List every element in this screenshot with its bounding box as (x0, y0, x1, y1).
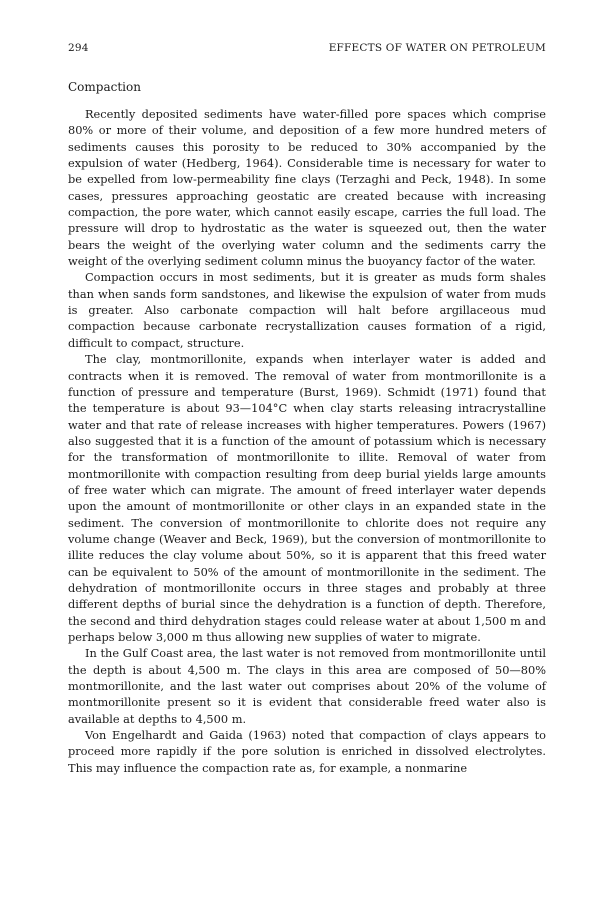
running-title: EFFECTS OF WATER ON PETROLEUM (328, 42, 546, 54)
paragraph-2: Compaction occurs in most sediments, but it is greater as muds form shales than when sands form sandstones, and likewise the expulsion of water from muds is greater. Also carbonate compaction will halt before argillaceous mud compaction because carbonate recrystallization causes formation of a rigid, difficult to compact, structure. (68, 270, 546, 350)
paragraph-4: In the Gulf Coast area, the last water is not removed from montmorillonite until the depth is about 4,500 m. The clays in this area are composed of 50—80% montmorillonite, and the last water out comprises about 20% of the volume of montmorillonite present so it is evident that considerable freed water also is available at depths to 4,500 m. (68, 646, 546, 726)
paragraph-1: Recently deposited sediments have water-filled pore spaces which comprise 80% or more of their volume, and deposition of a few more hundred meters of sediments causes this porosity to be reduced to 30% accompanied by the expulsion of water (Hedberg, 1964). Considerable time is necessary for water to be expelled from low-permeability fine clays (Terzaghi and Peck, 1948). In some cases, pressures approaching geostatic are created because with increasing compaction, the pore water, which cannot easily escape, carries the full load. The pressure will drop to hydrostatic as the water is squeezed out, then the water bears the weight of the overlying water column and the sediments carry the weight of the overlying sediment column minus the buoyancy factor of the water. (68, 107, 546, 269)
section-heading: Compaction (68, 80, 141, 94)
body-text (68, 106, 546, 776)
paragraph-3: The clay, montmorillonite, expands when interlayer water is added and contracts when it is removed. The removal of water from montmorillonite is a function of pressure and temperature (Burst, 1969). Schmidt (1971) found that the temperature is about 93—104°C when clay starts releasing intracrystalline water and that rate of release increases with higher temperatures. Powers (1967) also suggested that it is a function of the amount of potassium which is necessary for the transformation of montmorillonite to illite. Removal of water from montmorillonite with compaction resulting from deep burial yields large amounts of free water which can migrate. The amount of freed interlayer water depends upon the amount of montmorillonite or other clays in an expanded state in the sediment. The conversion of montmorillonite to chlorite does not require any volume change (Weaver and Beck, 1969), but the conversion of montmorillonite to illite reduces the clay volume about 50%, so it is apparent that this freed water can be equivalent to 50% of the amount of montmorillonite in the sediment. The dehydration of montmorillonite occurs in three stages and probably at three different depths of burial since the dehydration is a function of depth. Therefore, the second and third dehydration stages could release water at about 1,500 m and perhaps below 3,000 m thus allowing new supplies of water to migrate. (68, 352, 546, 644)
paragraph-5: Von Engelhardt and Gaida (1963) noted that compaction of clays appears to proceed more rapidly if the pore solution is enriched in dissolved electrolytes. This may influence the compaction rate as, for example, a nonmarine (68, 728, 546, 775)
book-page (68, 40, 546, 776)
page-number: 294 (68, 42, 89, 54)
running-header (68, 40, 546, 56)
